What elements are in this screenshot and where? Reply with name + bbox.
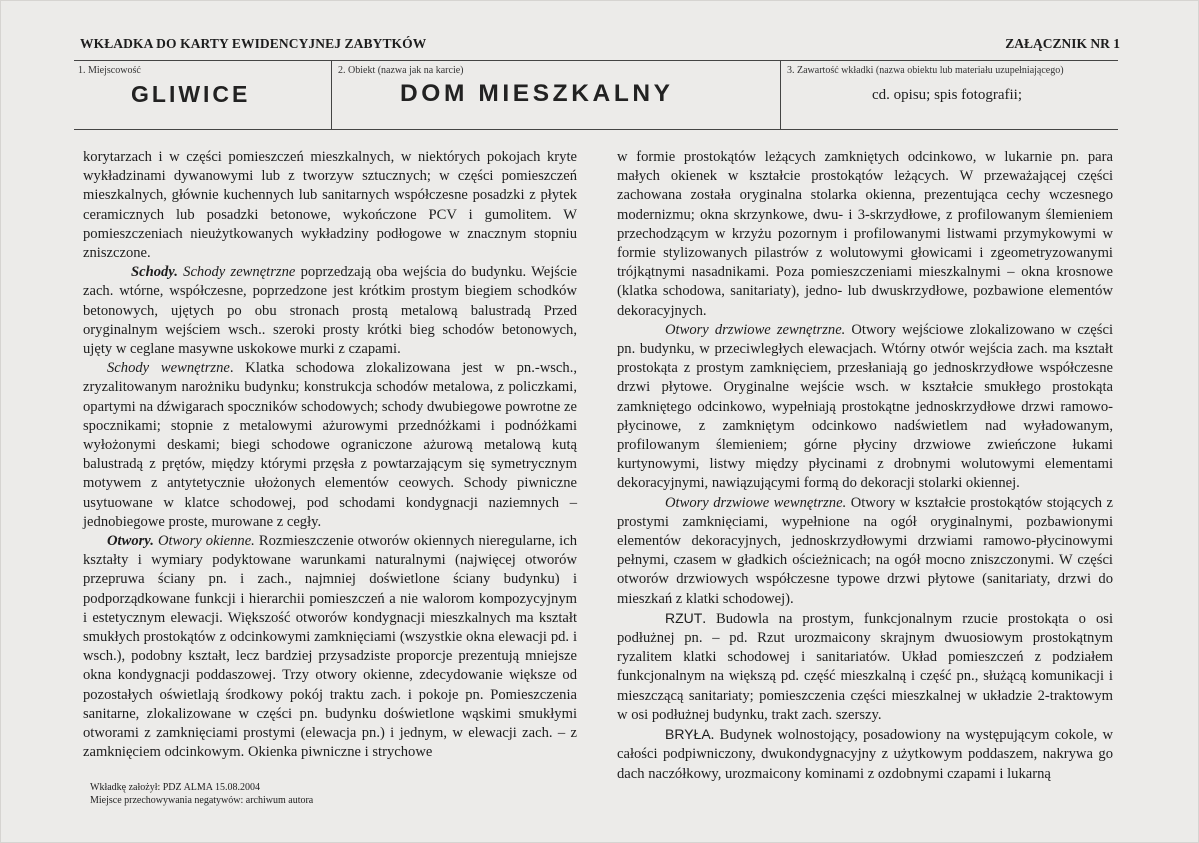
paragraph-stairs-interior	[83, 359, 577, 532]
locality-value: GLIWICE	[131, 81, 251, 107]
object-label: 2. Obiekt (nazwa jak na karcie)	[338, 65, 464, 76]
stairs-interior-text: . Klatka schodowa zlokalizowana jest w pn.-wsch., zryzalitowanym narożniku budynku; konstrukcja schodów metalowa, z policzkami, opartymi na dźwigarach spoczników schodowych; schody dwubiegowe powrotne ze spocznikami; stopnie z metalowymi ażurowymi przednóżkami i podnóżkami wyłożonymi deskami; biegi schodowe ograniczone ażurową metalową kutą balustradą z prętów, między którymi przęsła z powtarzającym się symetrycznym motywem z antytetycznie ułożonych elementów ceowych. Schody piwniczne usytuowane w klatce schodowej, pod schodami kondygnacji naziemnych – jednobiegowe proste, murowane z cegły.	[83, 360, 577, 530]
left-column	[83, 148, 577, 763]
contents-label: 3. Zawartość wkładki (nazwa obiektu lub materiału uzupełniającego)	[787, 65, 1064, 76]
locality-label: 1. Miejscowość	[78, 65, 141, 76]
doors-exterior-subheading: Otwory drzwiowe zewnętrzne.	[665, 321, 846, 338]
paragraph-windows-cont: w formie prostokątów leżących zamkniętych odcinkowo, w lukarnie pn. para małych okienek w kształcie prostokątów leżących. W przeważającej części zachowana została oryginalna stolarka okienna, prezentująca cechy wczesnego modernizmu; okna skrzynkowe, dwu- i 3-skrzydłowe, z profilowanym ślemieniem przechodzącym w krzyżu pozornym i profilowanymi listwami przymykowymi w formie stylizowanych pilastrów z wolutowymi głowicami i zgeometryzowanymi trójkątnymi nasadnikami. Poza pomieszczeniami mieszkalnymi – okna krosnowe (klatka schodowa, sanitariaty), jedno- lub dwuskrzydłowe, pozbawione elementów dekoracyjnych.	[617, 149, 1113, 319]
contents-cell	[781, 61, 1118, 129]
window-openings-text: Rozmieszczenie otworów okiennych nieregularne, ich kształty i wymiary podyktowane warunkami naturalnymi (najwięcej otworów przepruwa ściany pn. i zach., najmniej doświetlone ściany budynku) i podporządkowane funkcji i hierarchii pomieszczeń a nie walorom kompozycyjnym i estetycznym elewacji. Większość otworów kondygnacji mieszkalnych ma kształt smukłych prostokątów z odcinkowymi zamknięciami (wszystkie okna elewacji pd. i wsch.), podobny kształt, lecz bardziej przysadziste proporcje prezentują mniejsze okna kondygnacji poddaszowej. Trzy otwory okienne, zdecydowanie większe od pozostałych oświetlają środkowy pokój traktu zach. i pokoje pn. Pomieszczenia sanitarne, zlokalizowane w części pn. budynku doświetlone wąskimi smukłymi otworami z zamknięciami prostymi (elewacja pn.) i jednym, w elewacji zach. – z zamknięciem odcinkowym. Okienka piwniczne i strychowe	[83, 533, 577, 761]
plan-heading: RZUT	[665, 609, 703, 626]
paragraph-window-openings	[83, 532, 577, 762]
footer	[90, 781, 313, 807]
doors-interior-text: Otwory w kształcie prostokątów stojących z prostymi zamknięciami, wypełnione na ogół oryginalnymi, pozbawionymi elementów dekoracyjnych, jednoskrzydłowymi drzwiami ramowo-płycinowymi pełnymi, czasem w gładkich ościeżnicach; na ogół mocno zniszczonymi. W części otworów drzwiowych współczesne typowe drzwi płytowe (sanitariaty, drzwi do mieszkań z klatki schodowej).	[617, 494, 1113, 607]
paragraph-stairs-exterior	[83, 263, 577, 359]
locality-cell	[74, 61, 332, 129]
paragraph-doors-exterior	[617, 321, 1113, 494]
plan-text: . Budowla na prostym, funkcjonalnym rzucie prostokąta o osi podłużnej pn. – pd. Rzut urozmaicony skrajnym dwuosiowym prostokątnym ryzalitem klatki schodowej i sanitariatów. Układ pomieszczeń z podziałem funkcjonalnym na większą pd. część mieszkalną i część pn., służącą komunikacji i mieszczącą sanitariaty; pomieszczenia części mieszkalnej w układzie 2-traktowym w osi podłużnej budynku, trakt zach. szerszy.	[617, 610, 1113, 723]
paragraph-floors: korytarzach i w części pomieszczeń mieszkalnych, w niektórych pokojach kryte wykładzinami dywanowymi lub z tworzyw sztucznych; w części pomieszczeń mieszkalnych, głównie kuchennych lub sanitarnych współczesne posadzki z płytek ceramicznych lub posadzki betonowe, wykończone PCV i gumolitem. W pomieszczeniach nieużytkowanych wykładziny podłogowe w znacznym stopniu zniszczone.	[83, 149, 577, 262]
stairs-heading: Schody.	[131, 264, 178, 281]
attachment-number: ZAŁĄCZNIK NR 1	[1005, 36, 1120, 51]
info-table	[74, 60, 1118, 130]
massing-heading: BRYŁA	[665, 726, 711, 743]
object-cell	[332, 61, 781, 129]
massing-text: . Budynek wolnostojący, posadowiony na występującym cokole, w całości podpiwniczony, dwukondygnacyjny z użytkowym poddaszem, nakrywa go dach naczółkowy, urozmaicony kominami z ozdobnymi czapami i lukarną	[617, 727, 1113, 782]
paragraph-plan	[617, 609, 1113, 725]
window-openings-subheading: Otwory okienne.	[157, 533, 255, 550]
stairs-exterior-text: poprzedzają oba wejścia do budynku. Wejście zach. wtórne, współczesne, poprzedzone jest krótkim prostym biegiem schodków betonowych, ujętych po obu stronach prostą metalową balustradą Przed oryginalnym wejściem wsch.. szeroki prosty krótki bieg schodów betonowych, ujęty w ceglane masywne uskokowe murki z czapami.	[83, 264, 577, 358]
openings-heading: Otwory.	[107, 533, 154, 550]
doors-exterior-text: Otwory wejściowe zlokalizowano w części pn. budynku, w przeciwległych elewacjach. Wtórny otwór wejścia zach. ma kształt prostokąta z prostym zamknięciem, przesłaniają go jednoskrzydłowe współczesne drzwi płytowe. Oryginalne wejście wsch. w kształcie smukłego prostokąta zamkniętego odcinkowo, wypełniają prostokątne jednoskrzydłowe drzwi ramowo-płycinowe, z zamkniętym odcinkowo nadświetlem nad wyładowanym, profilowanym ślemieniem; górne płyciny drzwiowe zwieńczone łukami kurtynowymi, listwy między płycinami z drobnymi wolutowymi elementami dekoracyjnymi, nawiązującymi formą do dekoracji stolarki okiennej.	[617, 321, 1113, 492]
paragraph-massing	[617, 725, 1113, 784]
object-value: DOM MIESZKALNY	[400, 80, 674, 107]
document-title: WKŁADKA DO KARTY EWIDENCYJNEJ ZABYTKÓW	[80, 36, 427, 51]
right-column	[617, 148, 1113, 784]
footer-negatives-location: Miejsce przechowywania negatywów: archiwum autora	[90, 795, 314, 806]
paragraph-doors-interior	[617, 494, 1113, 609]
doors-interior-subheading: Otwory drzwiowe wewnętrzne.	[665, 494, 847, 511]
stairs-exterior-subheading: Schody zewnętrzne	[183, 264, 296, 281]
contents-value: cd. opisu; spis fotografii;	[872, 87, 1022, 103]
stairs-interior-subheading: Schody wewnętrzne	[107, 360, 230, 377]
footer-created-by: Wkładkę założył: PDZ ALMA 15.08.2004	[90, 782, 260, 793]
